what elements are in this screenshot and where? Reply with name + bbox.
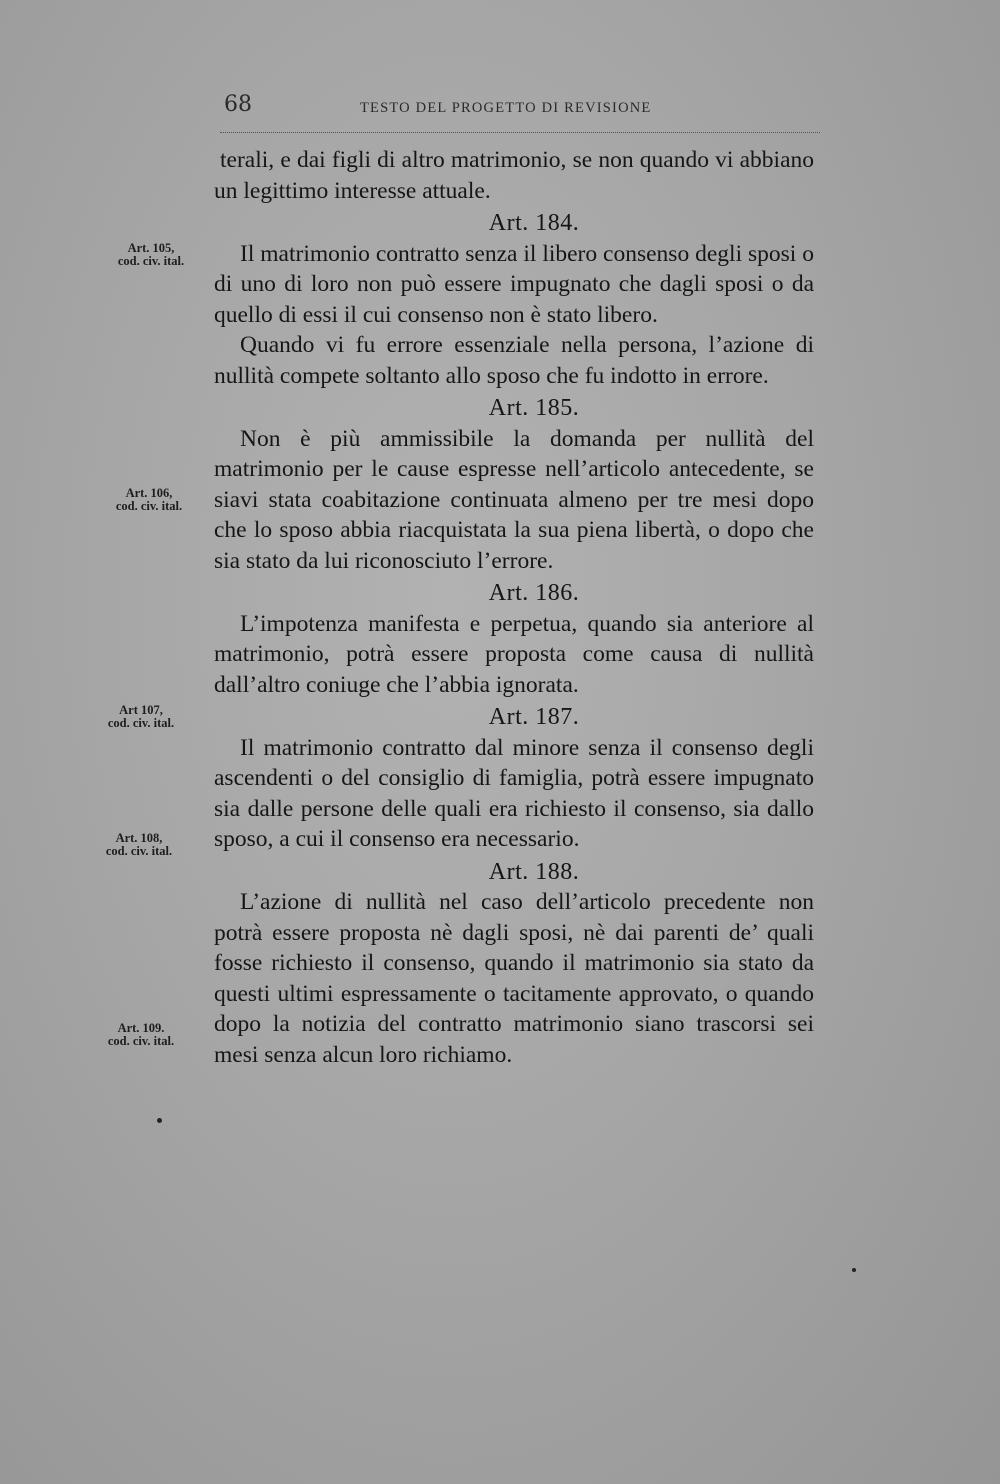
article-heading: Art. 188.: [488, 858, 580, 885]
margin-note-art-107: [86, 704, 196, 730]
article-paragraph: Il matrimonio contratto dal minore senza il consenso degli ascendenti o del consiglio di famiglia, potrà essere impugnato sia dalle persone delle quali era richiesto il consenso, sia dallo sposo, a cui il consenso era necessario.: [214, 734, 814, 852]
body-text: [214, 145, 814, 1070]
page-header: [220, 92, 820, 133]
article-185: [214, 393, 814, 576]
article-188: [214, 857, 814, 1071]
article-paragraph: Non è più ammissibile la domanda per nullità del matrimonio per le cause espresse nell’articolo antecedente, se siavi stata coabitazione continuata almeno per tre mesi dopo che lo sposo abbia riacquistata la sua piena libertà, o dopo che sia stato da lui riconosciuto l’errore.: [214, 425, 814, 574]
ink-speck: [157, 1118, 162, 1123]
page-number: 68: [224, 92, 252, 117]
article-heading: Art. 185.: [488, 395, 580, 421]
margin-note-art-109: [86, 1022, 196, 1048]
margin-note-line: Art. 109.: [117, 1021, 165, 1035]
article-186: [214, 578, 814, 700]
article-heading: Art. 187.: [488, 704, 580, 730]
article-paragraph: L’azione di nullità nel caso dell’articolo precedente non potrà essere proposta nè dagli sposi, nè dai parenti de’ quali fosse richiesto il consenso, quando il matrimonio sia stato da questi ultimi espressamente o tacitamente approvato, o quando dopo la notizia del contratto matrimonio siano trascorsi sei mesi senza alcun loro richiamo.: [214, 889, 814, 1068]
margin-note-line: Art. 105,: [127, 241, 175, 255]
margin-note-line: cod. civ. ital.: [107, 716, 175, 730]
article-heading: Art. 186.: [488, 580, 580, 606]
article-heading: Art. 184.: [488, 210, 580, 236]
intro-paragraph: terali, e dai figli di altro matrimonio, se non quando vi abbiano un legittimo interesse attuale.: [214, 147, 814, 204]
margin-note-art-105: [96, 242, 206, 268]
article-paragraph: L’impotenza manifesta e perpetua, quando sia anteriore al matrimonio, potrà essere proposta come causa di nullità dall’altro coniuge che l’abbia ignorata.: [214, 610, 814, 698]
margin-note-line: Art 107,: [119, 703, 163, 717]
article-187: [214, 702, 814, 855]
ink-speck: [852, 1268, 856, 1272]
margin-note-line: Art. 106,: [125, 486, 173, 500]
running-title: TESTO DEL PROGETTO DI REVISIONE: [360, 100, 652, 116]
article-paragraph: Il matrimonio contratto senza il libero consenso degli sposi o di uno di loro non può essere impugnato che dagli sposi o da quello di essi il cui consenso non è stato libero.: [214, 240, 814, 328]
margin-note-line: cod. civ. ital.: [107, 1034, 175, 1048]
article-paragraph: Quando vi fu errore essenziale nella persona, l’azione di nullità compete soltanto allo sposo che fu indotto in errore.: [214, 332, 814, 389]
margin-note-line: cod. civ. ital.: [117, 254, 185, 268]
margin-note-art-106: [94, 487, 204, 513]
margin-note-art-108: [84, 832, 194, 858]
article-184: [214, 208, 814, 391]
margin-note-line: Art. 108,: [115, 831, 163, 845]
margin-note-line: cod. civ. ital.: [115, 499, 183, 513]
margin-note-line: cod. civ. ital.: [105, 844, 173, 858]
